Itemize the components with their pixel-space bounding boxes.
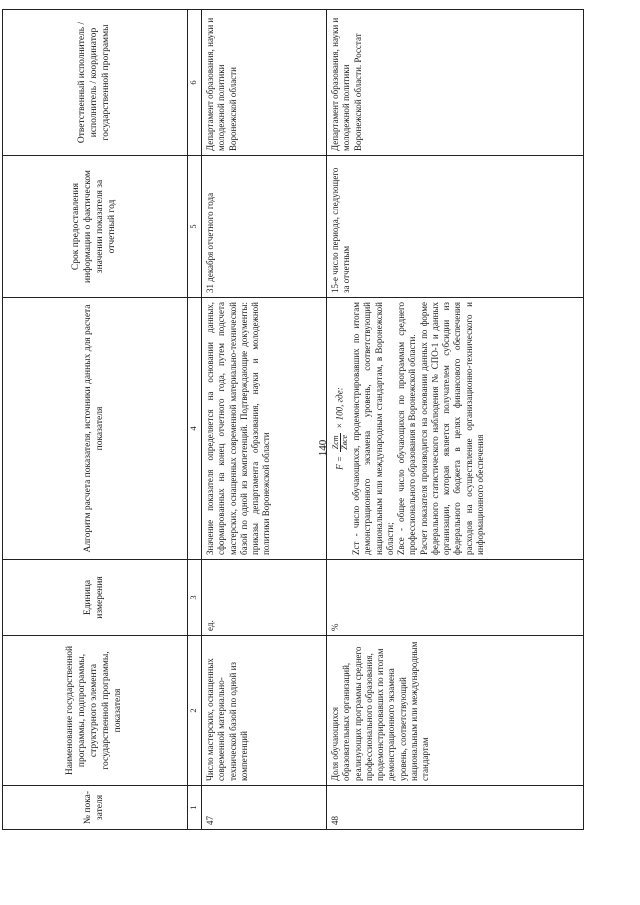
formula [332, 302, 349, 555]
column-number: 1 [188, 786, 202, 830]
table-header-row [3, 10, 188, 830]
calculation-algorithm: Значение показателя определяется на основании данных, сформированных на конец отчетного года, путем подсчета мастерских, оснащенных современной материально-технической базой по одной из компетенций. Подтверждающие документы: приказы департамента образования, науки и молодежной политики Воронежской области [202, 298, 327, 560]
column-number-row [188, 10, 202, 830]
row-number: 47 [202, 786, 327, 830]
header-algorithm: Алгоритм расчета показателя, источники данных для расчета показателя [3, 298, 188, 560]
header-responsible: Ответственный исполнитель / исполнитель / координатор государственной программы [3, 10, 188, 156]
algorithm-paragraph: Zст - число обучающихся, продемонстрировавших по итогам демонстрационного экзамена уровень, соответствующий национальным или международным стандартам, в Воронежской области; [351, 302, 395, 555]
header-name: Наименование государственной программы, подпрограммы, структурного элемента государственной программы, показателя [3, 636, 188, 786]
formula-lhs: F = [334, 456, 345, 470]
column-number: 6 [188, 10, 202, 156]
formula-numerator: Zст [332, 433, 341, 452]
column-number: 2 [188, 636, 202, 786]
column-number: 3 [188, 560, 202, 636]
responsible-executor: Департамент образования, науки и молодежной политики Воронежской области [202, 10, 327, 156]
rotated-page [2, 10, 618, 830]
row-number: 48 [327, 786, 584, 830]
unit-of-measure: % [327, 560, 584, 636]
reporting-deadline: 15-е число периода, следующего за отчетным [327, 156, 584, 298]
table-row [202, 10, 327, 830]
indicator-table [2, 9, 584, 830]
algorithm-paragraph: Zвсе - общее число обучающихся по программам среднего профессионального образования в Воронежской области. [396, 302, 418, 555]
responsible-executor: Департамент образования, науки и молодежной политики Воронежской области. Росстат [327, 10, 584, 156]
unit-of-measure: ед. [202, 560, 327, 636]
header-deadline: Срок предоставления информации о фактическом значении показателя за отчетный год [3, 156, 188, 298]
indicator-name: Число мастерских, оснащенных современной материально-технической базой по одной из компетенций [202, 636, 327, 786]
table-row [327, 10, 584, 830]
indicator-name: Доля обучающихся образовательных организаций, реализующих программы среднего профессионального образования, продемонстрировавших по итогам демонстрационного экзамена уровень, соответствующий национальным или международным стандартам [327, 636, 584, 786]
page-number: 140 [317, 439, 329, 457]
reporting-deadline: 31 декабря отчетного года [202, 156, 327, 298]
header-unit: Единица измерения [3, 560, 188, 636]
calculation-algorithm [327, 298, 584, 560]
header-number: № пока-зателя [3, 786, 188, 830]
formula-denominator: Zвсе [340, 434, 349, 450]
formula-rhs: × 100, где: [334, 387, 345, 429]
algorithm-paragraph: Расчет показателя производится на основании данных по форме федерального статистического наблюдения № СПО-1 и данных организации, которая является получателем субсидии из федерального бюджета в целях финансового обеспечения расходов на осуществление организационно-технического и информационного обеспечения [418, 302, 485, 555]
column-number: 4 [188, 298, 202, 560]
column-number: 5 [188, 156, 202, 298]
formula-fraction [332, 433, 349, 452]
